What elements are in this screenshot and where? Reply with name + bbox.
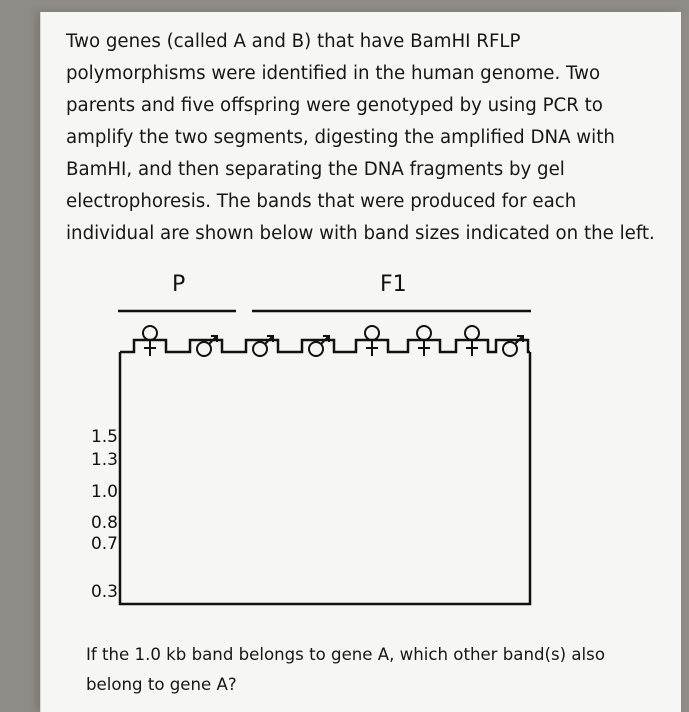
size-label-1-3: 1.3 — [90, 450, 118, 470]
size-label-1-0: 1.0 — [90, 482, 118, 502]
well-outline — [120, 340, 530, 352]
problem-line: parents and five offspring were genotyped by using PCR to — [66, 95, 603, 116]
gel-box — [120, 352, 530, 604]
size-label-0-3: 0.3 — [90, 582, 118, 602]
size-label-0-7: 0.7 — [90, 534, 118, 554]
problem-line: individual are shown below with band sizes indicated on the left. — [66, 223, 655, 244]
gel-wells — [120, 340, 530, 352]
question-line: If the 1.0 kb band belongs to gene A, which other band(s) also — [86, 645, 605, 664]
problem-line: BamHI, and then separating the DNA fragments by gel — [66, 159, 565, 180]
question-text — [86, 640, 646, 700]
offspring-label: F1 — [380, 272, 407, 297]
problem-line: polymorphisms were identified in the human genome. Two — [66, 63, 601, 84]
problem-line: electrophoresis. The bands that were produced for each — [66, 191, 577, 212]
size-label-0-8: 0.8 — [90, 513, 118, 533]
problem-line: amplify the two segments, digesting the amplified DNA with — [66, 127, 615, 148]
question-line: belong to gene A? — [86, 675, 237, 694]
problem-line: Two genes (called A and B) that have BamHI RFLP — [66, 31, 521, 52]
parents-label: P — [172, 272, 186, 297]
size-label-1-5: 1.5 — [90, 427, 118, 447]
